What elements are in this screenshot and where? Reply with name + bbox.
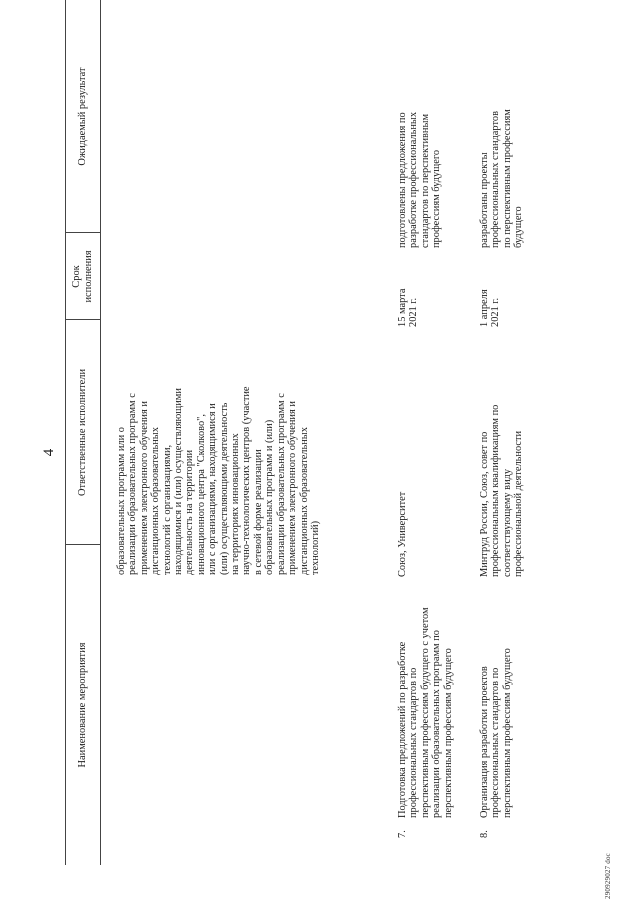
row-8-number: 8. [479, 830, 490, 838]
continuation-executors: образовательных программ или о реализации образовательных программ с применением электронного обучения и дистанционных образовательных технологий с организациями, находящимися и (или) осуществляющими деятельность на территории инновационного центра "Сколково", или с организациями, находящимися и (или) осуществляющими деятельность на территориях инновационных научно-технологических центров (участие в сетевой форме реализации образовательных программ и (или) реализации образовательных программ с применением электронного обучения и дистанционных образовательных технологий) [116, 386, 321, 575]
row-8-result: разработаны проекты профессиональных стандартов по перспективным профессиям будущего [479, 109, 525, 248]
row-8-name: Организация разработки проектов профессиональных стандартов по перспективным профессиям будущего [479, 648, 513, 818]
row-7-number: 7. [397, 830, 408, 838]
document-code: 290929027 doc [604, 853, 612, 899]
header-result: Ожидаемый результат [76, 67, 88, 166]
table-header-bottom [100, 0, 101, 865]
row-8-deadline: 1 апреля 2021 г. [479, 289, 502, 327]
row-7-name: Подготовка предложений по разработке профессиональных стандартов по перспективным профессиям будущего с учетом реализации образовательных программ по перспективным профессиям будущего [397, 607, 454, 818]
header-name: Наименование мероприятия [76, 642, 88, 768]
row-7-executors: Союз, Университет [397, 491, 408, 577]
header-executors: Ответственные исполнители [76, 368, 88, 497]
row-7-result: подготовлены предложения по разработке профессиональных стандартов по перспективным профессиям будущего [397, 111, 443, 248]
page-number: 4 [41, 448, 57, 457]
row-7-deadline: 15 марта 2021 г. [397, 288, 420, 327]
row-8-executors: Минтруд России, Союз, совет по профессиональным квалификациям по соответствующему виду профессиональной деятельности [479, 404, 525, 577]
header-deadline: Срок исполнения [71, 250, 94, 303]
